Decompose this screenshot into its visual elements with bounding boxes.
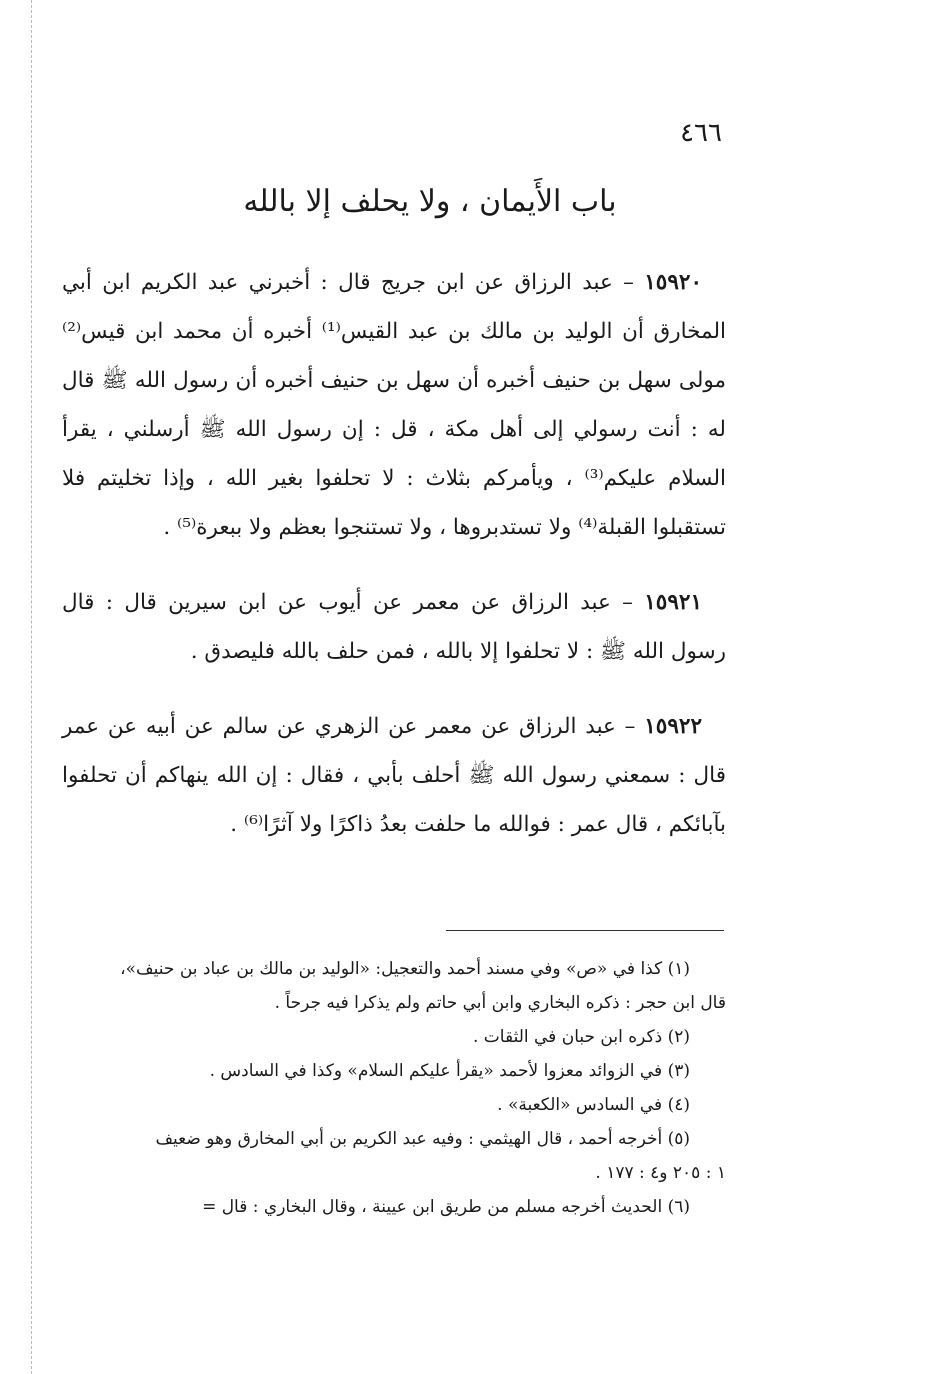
binding-margin-line	[31, 0, 32, 1374]
footnote-6: (٦) الحديث أخرجه مسلم من طريق ابن عيينة ، وقال البخاري : قال =	[202, 1197, 690, 1217]
chapter-title: باب الأَيمان ، ولا يحلف إلا بالله	[243, 184, 617, 219]
hadith-text: – عبد الرزاق عن ابن جريج قال : أخبرني عبد الكريم ابن أبي المخارق أن الوليد بن مالك بن عبد القيس⁽¹⁾ أخبره أن محمد ابن قيس⁽²⁾ مولى سهل بن حنيف أخبره أن سهل بن حنيف أخبره أن رسول الله ﷺ قال له : أنت رسولي إلى أهل مكة ، قل : إن رسول الله ﷺ أرسلني ، يقرأ السلام عليكم⁽³⁾ ، ويأمركم بثلاث : لا تحلفوا بغير الله ، وإذا تخليتم فلا تستقبلوا القبلة⁽⁴⁾ ولا تستدبروها ، ولا تستنجوا بعظم ولا ببعرة⁽⁵⁾ .	[62, 270, 726, 540]
hadith-number: ١٥٩٢٢	[644, 714, 702, 739]
footnote-2: (٢) ذكره ابن حبان في الثقات .	[472, 1027, 690, 1047]
hadith-text: – عبد الرزاق عن معمر عن أيوب عن ابن سيرين قال : قال رسول الله ﷺ : لا تحلفوا إلا بالله ، فمن حلف بالله فليصدق .	[62, 590, 726, 664]
footnote-4: (٤) في السادس «الكعبة» .	[497, 1095, 690, 1115]
footnotes	[62, 952, 726, 1224]
hadith-number: ١٥٩٢٠	[644, 270, 702, 295]
footnote-5-line-2: ١ : ٢٠٥ و٤ : ١٧٧ .	[595, 1163, 726, 1183]
hadith-body	[62, 258, 726, 875]
footnote-1-line-1: (١) كذا في «ص» وفي مسند أحمد والتعجيل: «الوليد بن مالك بن عباد بن حنيف»،	[120, 959, 690, 979]
hadith-text: – عبد الرزاق عن معمر عن الزهري عن سالم عن أبيه عن عمر قال : سمعني رسول الله ﷺ أحلف بأبي ، فقال : إن الله ينهاكم أن تحلفوا بآبائكم ، قال عمر : فوالله ما حلفت بعدُ ذاكرًا ولا آثرًا⁽⁶⁾ .	[62, 714, 726, 837]
page-number: ٤٦٦	[680, 118, 722, 148]
hadith-number: ١٥٩٢١	[644, 590, 702, 615]
footnote-separator	[446, 930, 724, 931]
hadith-15920	[62, 258, 726, 552]
footnote-5-line-1: (٥) أخرجه أحمد ، قال الهيثمي : وفيه عبد الكريم بن أبي المخارق وهو ضعيف	[155, 1129, 690, 1149]
footnote-1-line-2: قال ابن حجر : ذكره البخاري وابن أبي حاتم ولم يذكرا فيه جرحاً .	[274, 993, 726, 1013]
hadith-15921	[62, 578, 726, 676]
hadith-15922	[62, 702, 726, 849]
footnote-3: (٣) في الزوائد معزوا لأحمد «يقرأ عليكم السلام» وكذا في السادس .	[209, 1061, 690, 1081]
